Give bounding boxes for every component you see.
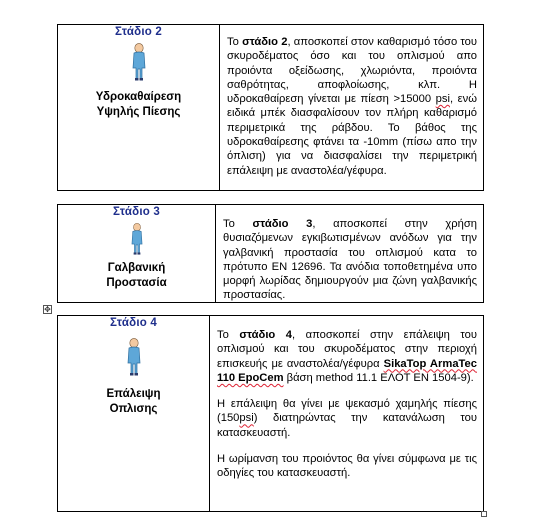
stage-2-name-line-2: Υψηλής Πίεσης [96, 106, 181, 118]
person-icon [131, 43, 147, 81]
text-run: , ενώ ειδικά μπέκ διασφαλίσουν τον πλήρη καθαρισμό περιμετρικά της ράβδου. Το βάθος της υδροκαθαίρεσης φτάνει τα -10mm (πίσω απο την όπλιση) για να διασφαλίσει την περιμετρική επάλειψη με αναστολέα/γέφυρα. [227, 93, 477, 177]
stage-2-paragraph [227, 35, 477, 178]
stage-4-name-line-2: Οπλισης [109, 403, 158, 415]
unit-psi: psi [435, 93, 450, 106]
table-move-handle-icon[interactable]: ✥ [44, 305, 51, 314]
text-run: Το [227, 36, 243, 48]
text-run: Η επάλειψη θα γίνει με ψεκασμό χαμηλής πίεσης (150 [217, 398, 477, 425]
stage-4-table [57, 315, 484, 512]
stage-4-description [210, 316, 483, 511]
stage-4-name [107, 387, 161, 417]
stage-3-title: Στάδιο 3 [113, 206, 160, 218]
stage-4-paragraph-1 [217, 328, 477, 385]
stage-4-name-line-1: Επάλειψη [106, 388, 161, 400]
stage-3-name [106, 261, 166, 291]
stage-2-title: Στάδιο 2 [115, 26, 162, 38]
stage-4-bold-label: στάδιο 4 [239, 329, 292, 341]
stage-3-description [216, 205, 483, 302]
stage-3-name-line-2: Προστασία [106, 277, 167, 289]
stage-2-name [96, 90, 181, 120]
stage-4-left-cell [58, 316, 210, 511]
person-icon [126, 337, 142, 377]
stage-4-paragraph-3: Η ωρίμανση του προιόντος θα γίνει σύμφωνα με τις οδηγίες του κατασκευαστή. [217, 453, 477, 480]
stage-4-paragraph-2 [217, 397, 477, 440]
stage-3-paragraph [223, 217, 477, 303]
text-run: Το [223, 218, 253, 230]
stage-3-name-line-1: Γαλβανική [107, 262, 166, 274]
text-run: ) διατηρώντας την κατανάλωση του κατασκευαστή. [217, 412, 477, 439]
person-icon [130, 223, 144, 255]
text-run: , αποσκοπεί στον καθαρισμό τόσο του σκυροδέματος όσο και του οπλισμού απο προιόντα οξείδωσης, χλωριόντα, προιόντα σαθρότητας, αποφλοίωσης, κλπ. Η υδροκαθαίρεση γίνεται με πίεση >15000 [227, 36, 477, 106]
stage-3-bold-label: στάδιο 3 [252, 218, 313, 230]
unit-psi: psi [239, 412, 254, 425]
stage-2-name-line-1: Υδροκαθαίρεση [95, 91, 182, 103]
stage-2-table [57, 24, 484, 191]
text-run: , αποσκοπεί στην χρήση θυσιαζόμενων εγκιβωτισμένων ανόδων για την γαλβανική προστασία του οπλισμού κατα το πρότυπο ΕΝ 12696. Τα ανόδια τοποθετημένα υπο μορφή λωρίδας δημιουργούν μια ζώνη γαλβανικής προστασίας. [223, 218, 477, 302]
stage-2-left-cell [58, 25, 220, 190]
stage-4-title: Στάδιο 4 [110, 317, 157, 329]
product-name: SikaTop ArmaTec 110 EpoCem [217, 357, 477, 384]
text-run: Το [217, 329, 240, 341]
stage-3-left-cell [58, 205, 216, 302]
stage-2-bold-label: στάδιο 2 [242, 36, 288, 48]
text-run: , αποσκοπεί στην επάλειψη του οπλισμού και του σκυροδέματος στην περιοχή επισκευής με αναστολέα/γέφυρα [217, 329, 477, 370]
table-resize-handle-icon[interactable] [481, 511, 487, 517]
stage-3-table [57, 204, 484, 303]
text-run: βάση method 11.1 ΕΛΟΤ ΕΝ 1504-9). [283, 371, 474, 384]
stage-2-description [220, 25, 483, 190]
